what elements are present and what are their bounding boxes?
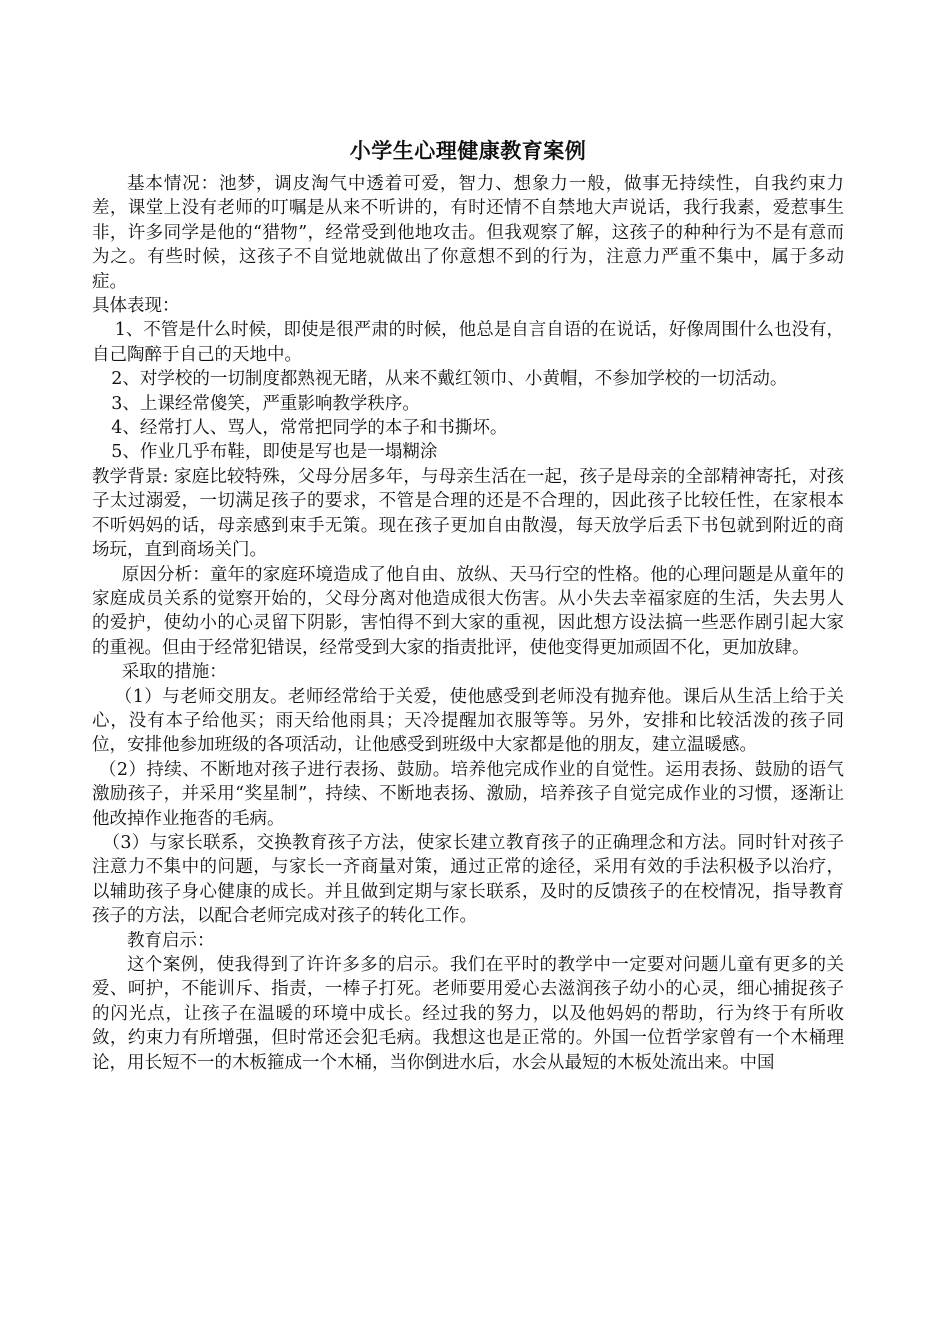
paragraph: 1、不管是什么时候，即使是很严肃的时候，他总是自言自语的在说话，好像周围什么也没有，自己陶醉于自己的天地中。 [92, 320, 844, 365]
paragraph: 具体表现： [92, 296, 180, 317]
paragraph: 教育启示： [127, 930, 215, 951]
document-title: 小学生心理健康教育案例 [349, 139, 587, 163]
paragraph: 5、作业几乎布鞋，即使是写也是一塌糊涂 [111, 442, 438, 463]
document-page [92, 134, 844, 1075]
paragraph: 3、上课经常傻笑，严重影响教学秩序。 [111, 393, 420, 414]
paragraph: （3）与家长联系，交换教育孩子方法，使家长建立教育孩子的正确理念和方法。同时针对孩子注意力不集中的问题，与家长一齐商量对策，通过正常的途径，采用有效的手法积极予以治疗，以辅助孩子身心健康的成长。并且做到定期与家长联系，及时的反馈孩子的在校情况，指导教育孩子的方法，以配合老师完成对孩子的转化工作。 [92, 832, 844, 927]
paragraph: 采取的措施： [121, 662, 227, 683]
paragraph: 教学背景: 家庭比较特殊，父母分居多年，与母亲生活在一起，孩子是母亲的全部精神寄托，对孩子太过溺爱，一切满足孩子的要求，不管是合理的还是不合理的，因此孩子比较任性，在家根本不听妈妈的话，母亲感到束手无策。现在孩子更加自由散漫，每天放学后丢下书包就到附近的商场玩，直到商场关门。 [92, 466, 844, 561]
paragraph: （1）与老师交朋友。老师经常给于关爱，使他感受到老师没有抛弃他。课后从生活上给于关心，没有本子给他买；雨天给他雨具；天冷提醒加衣服等等。另外，安排和比较活泼的孩子同位，安排他参加班级的各项活动，让他感受到班级中大家都是他的朋友，建立温暖感。 [92, 686, 844, 756]
paragraph: 2、对学校的一切制度都熟视无睹，从来不戴红领巾、小黄帽，不参加学校的一切活动。 [111, 369, 788, 390]
paragraph: （2）持续、不断地对孩子进行表扬、鼓励。培养他完成作业的自觉性。运用表扬、鼓励的语气激励孩子，并采用“奖星制”，持续、不断地表扬、激励，培养孩子自觉完成作业的习惯，逐渐让他改掉作业拖沓的毛病。 [92, 759, 844, 829]
paragraph: 4、经常打人、骂人，常常把同学的本子和书撕坏。 [111, 418, 508, 439]
document-body [92, 172, 844, 1075]
paragraph: 原因分析：童年的家庭环境造成了他自由、放纵、天马行空的性格。他的心理问题是从童年的家庭成员关系的觉察开始的，父母分离对他造成很大伤害。从小失去幸福家庭的生活，失去男人的爱护，使幼小的心灵留下阴影，害怕得不到大家的重视，因此想方设法搞一些恶作剧引起大家的重视。但由于经常犯错误，经常受到大家的指责批评，使他变得更加顽固不化，更加放肆。 [92, 564, 844, 658]
paragraph: 这个案例，使我得到了许许多多的启示。我们在平时的教学中一定要对问题儿童有更多的关爱、呵护，不能训斥、指责，一棒子打死。老师要用爱心去滋润孩子幼小的心灵，细心捕捉孩子的闪光点，让孩子在温暖的环境中成长。经过我的努力，以及他妈妈的帮助，行为终于有所收敛，约束力有所增强，但时常还会犯毛病。我想这也是正常的。外国一位哲学家曾有一个木桶理论，用长短不一的木板箍成一个木桶，当你倒进水后，水会从最短的木板处流出来。中国 [92, 955, 844, 1073]
paragraph: 基本情况：池梦，调皮淘气中透着可爱，智力、想象力一般，做事无持续性，自我约束力差，课堂上没有老师的叮嘱是从来不听讲的，有时还情不自禁地大声说话，我行我素，爱惹事生非，许多同学是他的“猎物”，经常受到他地攻击。但我观察了解，这孩子的种种行为不是有意而为之。有些时候，这孩子不自觉地就做出了你意想不到的行为，注意力严重不集中，属于多动症。 [92, 174, 844, 292]
